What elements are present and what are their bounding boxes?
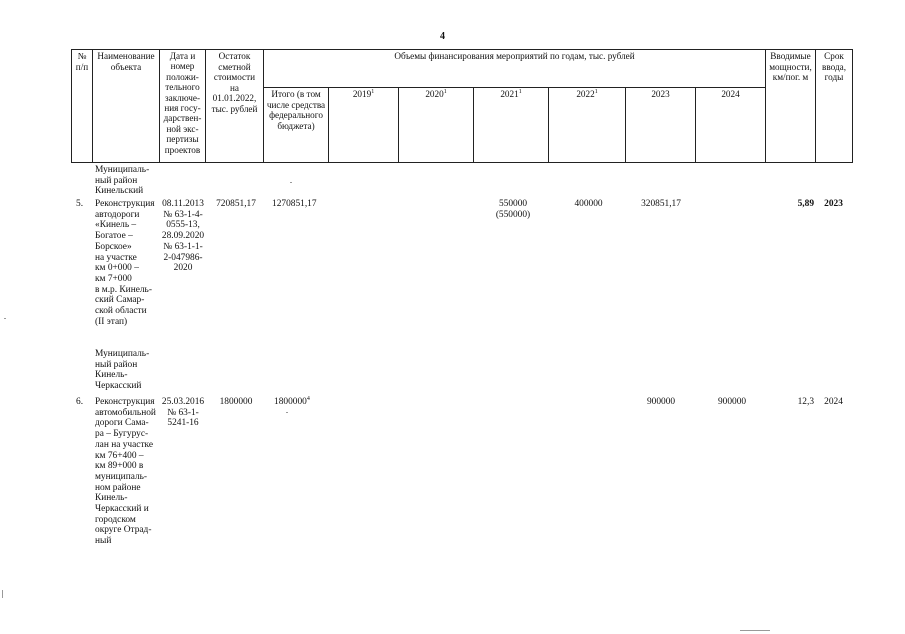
page-number: 4 xyxy=(440,31,445,42)
row-number: 5. xyxy=(76,199,84,209)
col-year-2021-header: 2021$^1$ xyxy=(474,88,549,163)
object-name: Реконструкция автомобильной дороги Сама- ра – Бугурус- лан на участке км 76+400 – км 89+000 в муниципаль- ном районе Кинель- Черкасский и городском округе Отрад- ный xyxy=(95,397,156,547)
col-name-header: Наименование объекта xyxy=(93,50,160,163)
object-name: Реконструкция автодороги «Кинель – Богатое – Борское» на участке км 0+000 – км 7+000 в м.р. Кинель- ский Самар- ской области (II этап) xyxy=(95,199,155,327)
total-funding: 1800000$^4$ xyxy=(274,395,310,407)
col-funding-group-header: Объемы финансирования мероприятий по годам, тыс. рублей xyxy=(264,50,766,88)
scan-speck xyxy=(4,318,6,319)
deadline-year: 2024 xyxy=(824,397,843,407)
district-label: Муниципаль- ный район Кинельский xyxy=(95,165,150,197)
remaining-cost: 1800000 xyxy=(219,397,253,407)
capacity-value: 5,89 xyxy=(797,199,814,209)
scan-speck xyxy=(286,412,288,413)
scan-speck xyxy=(290,182,292,183)
district-label: Муниципаль- ный район Кинель- Черкасский xyxy=(95,349,150,392)
capacity-value: 12,3 xyxy=(797,397,814,407)
col-deadline-header: Срок ввода, годы xyxy=(816,50,853,163)
col-expertise-header: Дата и номер положи- тельного заключе- ния госу- дарствен- ной экс- пертизы проектов xyxy=(160,50,206,163)
remaining-cost: 720851,17 xyxy=(216,199,256,209)
scan-speck xyxy=(2,590,3,598)
expertise-info: 08.11.2013 № 63-1-4- 0555-13, 28.09.2020 № 63-1-1- 2-047986- 2020 xyxy=(161,199,205,274)
total-funding: 1270851,17 xyxy=(272,199,317,209)
funding-2022: 400000 xyxy=(574,199,603,209)
col-year-2020-header: 2020$^1$ xyxy=(399,88,474,163)
col-year-2019-header: 2019$^1$ xyxy=(329,88,399,163)
col-year-2024-header: 2024 xyxy=(696,88,766,163)
row-number: 6. xyxy=(76,397,84,407)
col-capacity-header: Вводимые мощности, км/пог. м xyxy=(766,50,816,163)
funding-2021: 550000 (550000) xyxy=(495,199,531,220)
col-num-header: № п/п xyxy=(72,50,93,163)
funding-2023: 320851,17 xyxy=(641,199,681,209)
col-year-2023-header: 2023 xyxy=(626,88,696,163)
col-year-2022-header: 2022$^1$ xyxy=(549,88,626,163)
col-total-header: Итого (в том числе средства федерального бюджета) xyxy=(264,88,329,163)
expertise-info: 25.03.2016 № 63-1- 5241-16 xyxy=(161,397,205,429)
col-remaining-header: Остаток сметной стоимости на 01.01.2022, тыс. рублей xyxy=(206,50,264,163)
scan-speck xyxy=(740,630,770,631)
funding-2023: 900000 xyxy=(646,397,676,407)
deadline-year: 2023 xyxy=(824,199,843,209)
funding-table-header xyxy=(71,49,853,163)
funding-2024: 900000 xyxy=(717,397,747,407)
